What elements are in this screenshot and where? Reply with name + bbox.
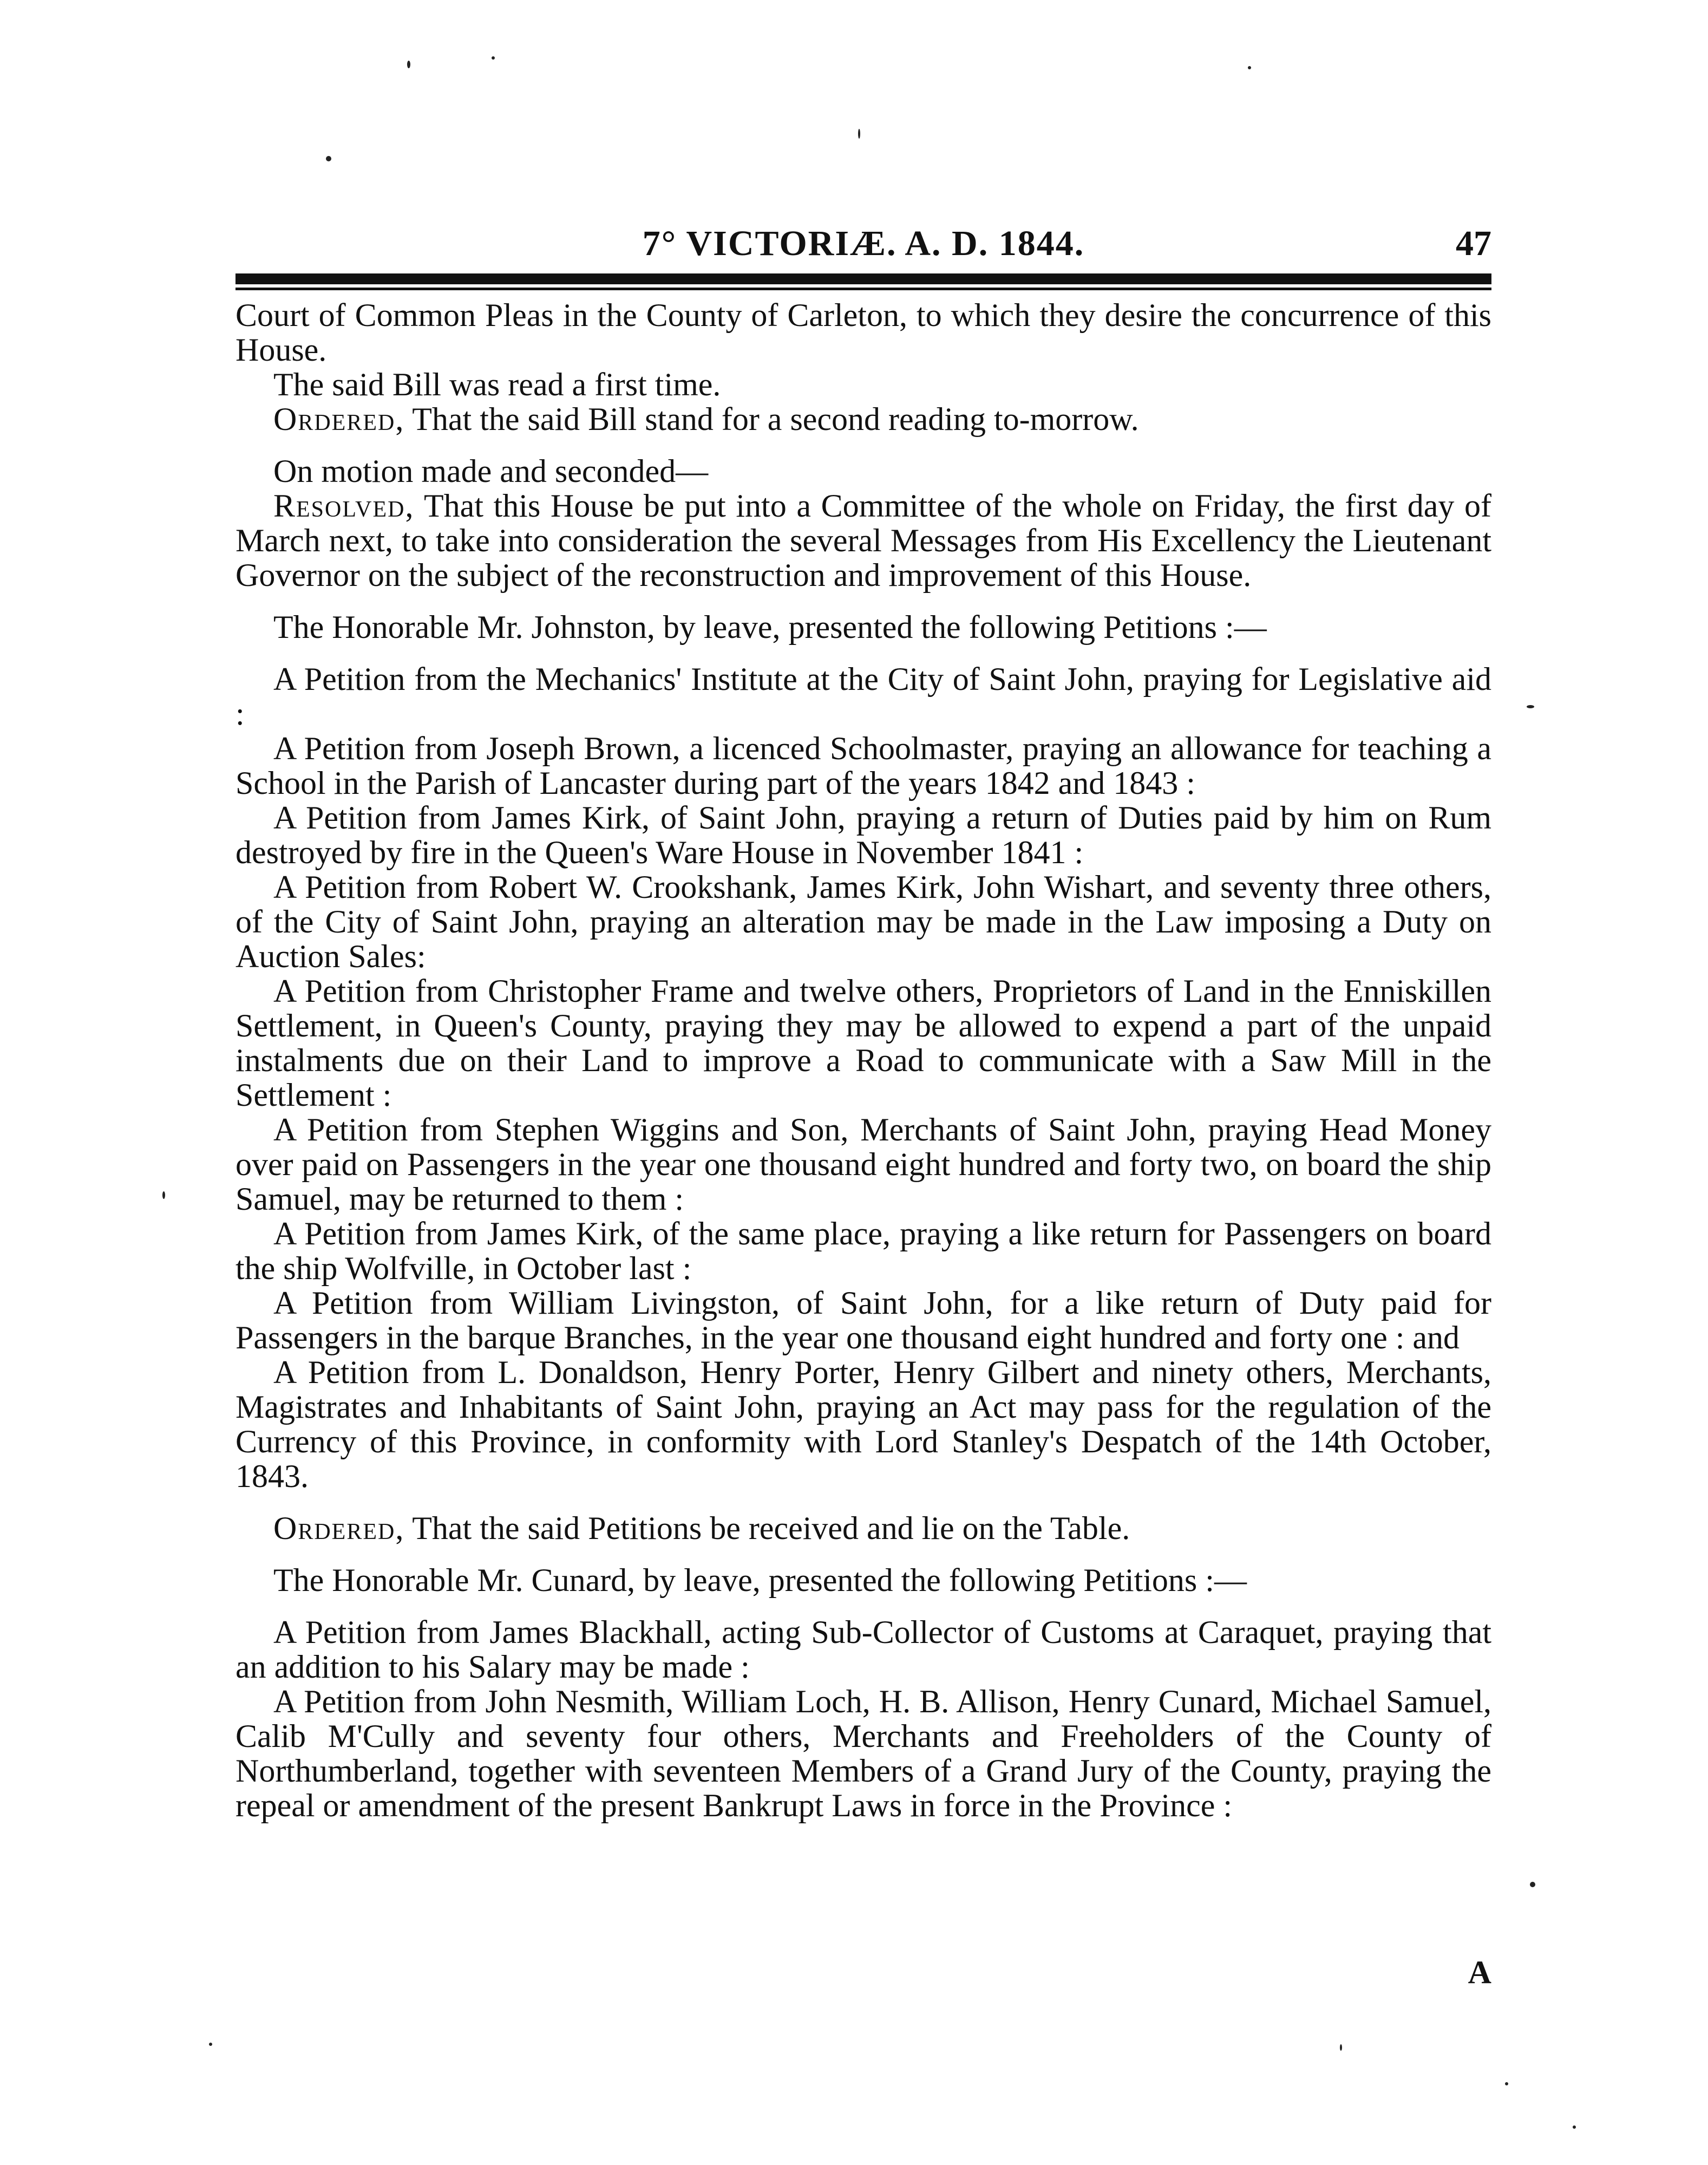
header-title: 7° VICTORIÆ. A. D. 1844.	[642, 224, 1085, 263]
running-header	[235, 219, 1491, 268]
petition-paragraph	[235, 1615, 1491, 1684]
scan-speck	[492, 56, 495, 60]
paragraph-text: The Honorable Mr. Cunard, by leave, presented the following Petitions :—	[273, 1562, 1247, 1598]
paragraph-text: That the said Petitions be received and lie on the Table.	[412, 1510, 1130, 1546]
paragraph-text: A Petition from James Kirk, of the same place, praying a like return for Passengers on board the ship Wolfville, in October last :	[235, 1216, 1491, 1286]
scan-speck	[1248, 66, 1251, 69]
paragraph-ordered	[235, 1511, 1491, 1546]
paragraph-lead: Resolved,	[273, 488, 415, 524]
journal-body	[235, 298, 1491, 1823]
paragraph-text: A Petition from the Mechanics' Institute at the City of Saint John, praying for Legislative aid :	[235, 661, 1491, 732]
paragraph-text: A Petition from Robert W. Crookshank, James Kirk, John Wishart, and seventy three others, of the City of Saint John, praying an alteration may be made in the Law imposing a Duty on Auction Sales:	[235, 869, 1491, 974]
scan-speck	[1527, 705, 1534, 708]
scan-speck	[1573, 2125, 1576, 2129]
petition-paragraph	[235, 731, 1491, 800]
paragraph	[235, 1563, 1491, 1597]
header-rule-thick	[235, 273, 1491, 284]
header-rule-thin	[235, 288, 1491, 290]
paragraph-text: That the said Bill stand for a second reading to-morrow.	[412, 401, 1139, 437]
paragraph-text: On motion made and seconded—	[273, 453, 709, 489]
paragraph-text: That this House be put into a Committee of the whole on Friday, the first day of March next, to take into consideration the several Messages from His Excellency the Lieutenant Governor on the subject of the reconstruction and improvement of this House.	[235, 488, 1491, 593]
paragraph-text: A Petition from Christopher Frame and twelve others, Proprietors of Land in the Enniskillen Settlement, in Queen's County, praying they may be allowed to expend a part of the unpaid instalments due on their Land to improve a Road to communicate with a Saw Mill in the Settlement :	[235, 973, 1491, 1113]
scan-speck	[1530, 1882, 1535, 1887]
petition-paragraph	[235, 662, 1491, 731]
petition-paragraph	[235, 800, 1491, 870]
paragraph-text: A Petition from James Blackhall, acting Sub-Collector of Customs at Caraquet, praying that an addition to his Salary may be made :	[235, 1614, 1491, 1685]
scan-speck	[858, 129, 860, 139]
paragraph-lead: Ordered,	[273, 1510, 405, 1546]
page-number: 47	[1456, 224, 1491, 263]
paragraph	[235, 454, 1491, 488]
paragraph-text: A Petition from William Livingston, of Saint John, for a like return of Duty paid for Passengers in the barque Branches, in the year one thousand eight hundred and forty one : and	[235, 1285, 1491, 1355]
paragraph-text: Court of Common Pleas in the County of Carleton, to which they desire the concurrence of this House.	[235, 297, 1491, 368]
scan-speck	[1340, 2044, 1342, 2051]
scan-speck	[1505, 2082, 1508, 2085]
paragraph-ordered	[235, 402, 1491, 436]
scan-speck	[162, 1191, 165, 1199]
paragraph	[235, 367, 1491, 402]
petition-paragraph	[235, 1684, 1491, 1823]
paragraph-text: A Petition from L. Donaldson, Henry Porter, Henry Gilbert and ninety others, Merchants, Magistrates and Inhabitants of Saint John, praying an Act may pass for the regulation of the Currency of this Province, in conformity with Lord Stanley's Despatch of the 14th October, 1843.	[235, 1354, 1491, 1494]
paragraph-resolved	[235, 488, 1491, 592]
scan-speck	[326, 156, 331, 161]
paragraph-text: A Petition from Stephen Wiggins and Son, Merchants of Saint John, praying Head Money over paid on Passengers in the year one thousand eight hundred and forty two, on board the ship Samuel, may be returned to them :	[235, 1112, 1491, 1217]
paragraph-text: The Honorable Mr. Johnston, by leave, presented the following Petitions :—	[273, 609, 1267, 645]
catchword: A	[1468, 1954, 1491, 1990]
petition-paragraph	[235, 1112, 1491, 1216]
paragraph	[235, 610, 1491, 644]
petition-paragraph	[235, 870, 1491, 974]
paragraph-text: A Petition from Joseph Brown, a licenced Schoolmaster, praying an allowance for teaching a School in the Parish of Lancaster during part of the years 1842 and 1843 :	[235, 731, 1491, 801]
paragraph	[235, 298, 1491, 367]
paragraph-text: A Petition from James Kirk, of Saint John, praying a return of Duties paid by him on Rum destroyed by fire in the Queen's Ware House in November 1841 :	[235, 800, 1491, 870]
petition-paragraph	[235, 1355, 1491, 1494]
petition-paragraph	[235, 1216, 1491, 1286]
paragraph-text: A Petition from John Nesmith, William Loch, H. B. Allison, Henry Cunard, Michael Samuel, Calib M'Cully and seventy four others, Merchants and Freeholders of the County of Northumberland, together with seventeen Members of a Grand Jury of the County, praying the repeal or amendment of the present Bankrupt Laws in force in the Province :	[235, 1684, 1491, 1823]
scan-speck	[407, 61, 410, 68]
paragraph-lead: Ordered,	[273, 401, 405, 437]
petition-paragraph	[235, 974, 1491, 1112]
paragraph-text: The said Bill was read a first time.	[273, 367, 721, 402]
scan-speck	[209, 2043, 212, 2046]
petition-paragraph	[235, 1286, 1491, 1355]
